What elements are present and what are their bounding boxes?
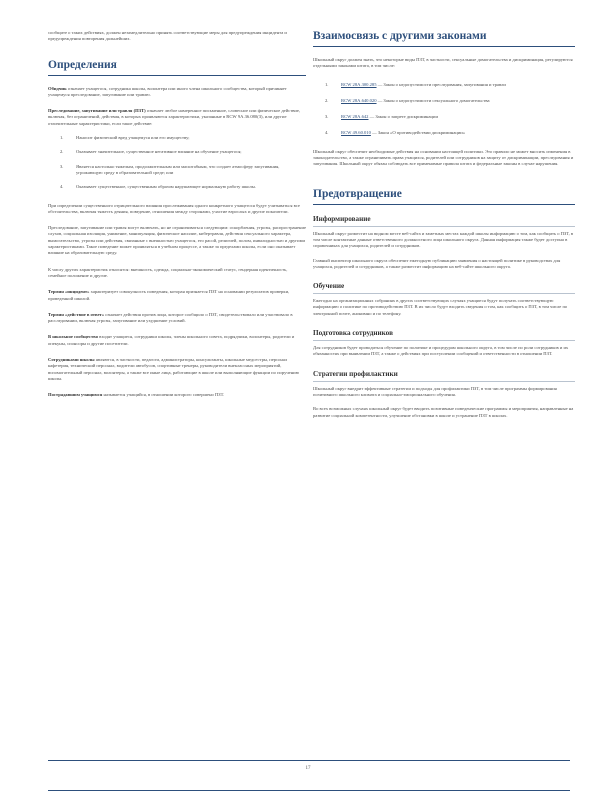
relationship-intro: Школьный округ должен знать, что некоторые виды ПЗТ, в частности, сексуальные домогательства и дискриминация, регулируются отдельными законами штата, в том числе: [313,57,573,69]
hib-list-item [48,149,306,155]
incident-definition [48,289,306,302]
informing-heading: Информирование [313,214,371,223]
staff-text: являются, в частности, педагоги, администраторы, консультанты, школьные медсестры, персонал кафетерия, технический персонал, водители автобусов, спортивные тренеры, руководители внеклассных мероприятий, вспомогательный персонал, волонтеры, а также все иные лица, работающие в школе или выполняющие функции по поручению школы. [48,357,300,381]
law-item [313,98,575,104]
hib-definition [48,108,306,127]
strategies-paragraph-2: Во всех возможных случаях школьный округ будет вводить позитивные поведенческие программы и мероприятия, направленные на развитие социальной компетентности, улучшение обстановки в школе и устранение ПЗТ в школах. [313,406,574,418]
incident-term: Термин «инцидент» [48,289,90,295]
law-text: — Закон о недопустимости преследования, запугивания и травли [377,81,506,87]
law-link[interactable]: RCW 28A.640.020 [341,97,377,103]
retaliation-definition [48,312,306,325]
list-text: Оказывает существенное, существенным образом нарушающее нормальную работу школы. [76,184,256,190]
list-number: 3. [325,114,329,120]
relationship-heading: Взаимосвязь с другими законами [313,30,487,42]
list-number: 4. [60,184,64,190]
laws-list [313,82,575,137]
list-text: Является настолько тяжелым, продолжительным или масштабным, что создает атмосферу запугивания, угрожающую среду в образовательной среде; или [76,163,280,175]
law-text: — Закон о запрете дискриминации [369,114,438,120]
staff-term: Сотрудниками школы [48,357,95,363]
target-term: Пострадавшим учащимся [48,392,103,398]
law-link[interactable]: RCW 28A.300.285 [341,81,377,87]
staff-definition [48,357,306,382]
right-column [313,30,575,419]
intro-paragraph: сообщите о таких действиях, должен незамедлительно принять соответствующие меры для предупреждения инцидента и предупреждения повторения дальнейших. [48,30,287,42]
relationship-body: Школьный округ обеспечит необходимые действия на основании настоящей политики. Это правило не может вносить изменения в законодательство, а также ограничивать права учащихся, родителей или сотрудников на защиту от дискриминации, преследования и запугивания. Школьный округ обязан соблюдать все применимые правила штата и федеральные законы в случае нарушения. [313,148,574,167]
list-number: 1. [60,135,64,141]
context-paragraph: При определении существенного отрицательного влияния прослеживания одного конкретного учащегося будут учитываться все обстоятельства, включая тяжесть деяния, поведение, отношения между сторонами, участие взрослых и другие показатели. [48,202,300,214]
staff-training-paragraph: Для сотрудников будет проводиться обучение по политике и процедурам школьного округа, в том числе по роли сотрудников и их обязанностях при выявлении ПЗТ, а также о действиях при поступлении сообщений и ответственности в отношении ПЗТ. [313,345,569,357]
hib-text: означает любое намеренное письменное, словесное или физическое действие, включая, без ограничений, действия, в которых проявляются характеристики, указанные в RCW 9A.36.080(3), или другие отличительные характеристики, если такое действие: [48,108,301,126]
training-paragraph: Ежегодно на организационных собраниях в других соответствующих случаях учащиеся будут получать соответствующую информацию о политике по противодействию ПЗТ. В их число будут входить сведения о том, как сообщить о ПЗТ, в том числе по электронной почте, анонимно и по телефону. [313,298,568,316]
list-number: 4. [325,130,329,136]
strategies-paragraph: Школьный округ внедрит эффективные стратегии и подходы для профилактики ПЗТ, в том числе программы формирования позитивного школьного климата и социально-эмоционального обучения. [313,385,557,397]
law-text: — Закон о недопустимости сексуального домогательства [377,97,490,103]
list-text: Оказывает значительное, существенное негативное влияние на обучение учащегося; [76,149,242,155]
hib-list [48,135,306,190]
bullying-text: означает учащегося, сотрудника школы, волонтера или иного члена школьного сообщества, который причиняет учащемуся преследование, запугивание или травлю. [48,85,287,97]
law-item [313,82,575,88]
strategies-heading: Стратегии профилактики [313,369,398,378]
protected-paragraph: К числу других характеристик относятся: внешность, одежда, социально-экономический статус, гендерная идентичность, семейное положение и другие. [48,266,288,278]
law-item [313,114,575,120]
law-link[interactable]: RCW 49.60.010 [341,130,371,136]
law-link[interactable]: RCW 28A.642 [341,114,369,120]
list-number: 1. [325,81,329,87]
bullying-term: Обидчик [48,85,67,91]
incident-text: характеризует совокупность поведения, которая признается ПЗТ на основании результатов проверки, проведенной школой. [48,289,290,301]
staff-training-heading: Подготовка сотрудников [313,329,393,338]
footer-rule [48,760,570,761]
prevention-heading: Предотвращение [313,187,402,200]
informing-paragraph: Школьный округ разместит на видном месте веб-сайта и заметных местах каждой школы информацию о том, как сообщить о ПЗТ, в том числе контактные данные ответственного должностного лица школьного округа. Данная информация также будет доступна в справочниках для учащихся, родителей и сотрудников. [313,230,574,249]
definitions-heading: Определения [48,58,117,71]
retaliation-text: означает действия против лица, которое сообщило о ПЗТ, свидетельствовало или участвовало в расследовании, включая угрозы, запугивание или ухудшение условий. [48,311,293,324]
footer-rule-bottom [48,790,570,791]
list-number: 2. [60,149,64,155]
behaviors-paragraph: Преследование, запугивание или травля могут включать, но не ограничиваться следующим: оскорбления, угрозы, распространение слухов, социальная изоляция, унижение, манипуляция, физическое насилие, кибертравля, действия сексуального характера, вымогательство, угрозы или действия, связанные с внешностью учащегося, его расой, религией, полом, инвалидностью и другими характеристиками. Такое поведение может проявляться в учебном процессе, а также за пределами школы, если оно оказывает влияние на образовательную среду. [48,225,307,256]
hib-list-item [48,184,306,190]
informing-paragraph-2: Главный инспектор школьного округа обеспечит ежегодную публикацию заявления о настоящей политике в руководствах для учащихся, родителей и сотрудников, а также разместит информацию на веб-сайте школьного округа. [313,257,561,269]
community-text: входят учащиеся, сотрудники школы, члены школьного совета, подрядчики, волонтеры, родители и опекуны, спонсоры и другие посетители. [48,334,295,346]
page-number: 17 [305,766,311,771]
training-heading: Обучение [313,282,345,291]
hib-list-item [48,135,306,141]
law-item [313,130,575,136]
left-column [48,30,306,399]
bullying-definition [48,86,306,99]
law-text: — Закон «О противодействии дискриминации» [372,130,466,136]
community-definition [48,334,306,347]
hib-term: Преследование, запугивание или травля (ПЗТ) [48,108,146,114]
target-definition [48,392,306,398]
list-number: 2. [325,97,329,103]
retaliation-term: Термин «действие в ответ» [48,311,105,317]
target-text: называется учащийся, в отношении которого совершено ПЗТ. [103,392,225,398]
list-number: 3. [60,163,64,169]
list-text: Наносит физический вред учащемуся или его имуществу; [76,135,190,141]
hib-list-item [48,164,306,177]
community-term: В школьное сообщество [48,334,98,340]
